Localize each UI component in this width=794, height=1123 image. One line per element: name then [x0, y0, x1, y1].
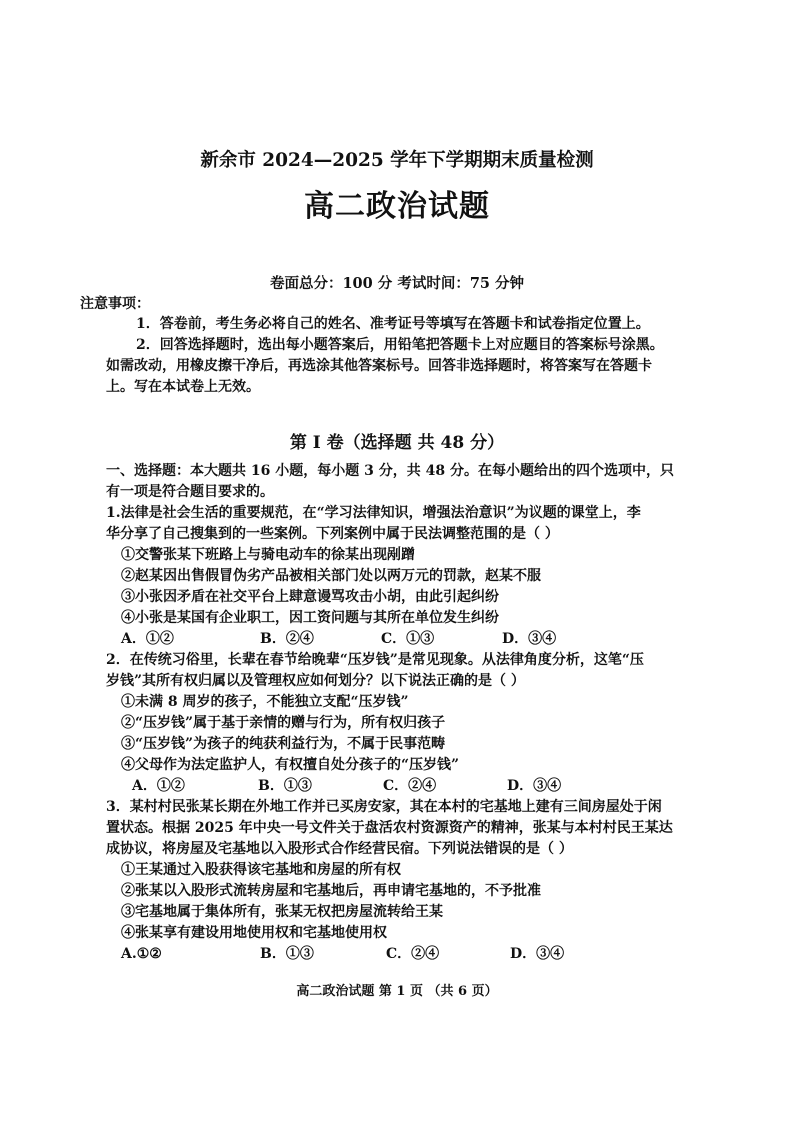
answer-option[interactable]: D．③④	[510, 946, 565, 962]
question-item: ②张某以入股形式流转房屋和宅基地后，再申请宅基地的，不予批准	[121, 883, 541, 899]
question-item: ①王某通过入股获得该宅基地和房屋的所有权	[121, 862, 401, 878]
notice-line: 1．答卷前，考生务必将自己的姓名、准考证号等填写在答题卡和试卷指定位置上。	[136, 316, 650, 332]
question-item: ④父母作为法定监护人，有权擅自处分孩子的“压岁钱”	[121, 757, 460, 773]
answer-option[interactable]: C．②④	[386, 946, 440, 962]
answer-options	[121, 944, 564, 964]
question-item: ②“压岁钱”属于基于亲情的赠与行为，所有权归孩子	[121, 715, 446, 731]
question-stem: 华分享了自己搜集到的一些案例。下列案例中属于民法调整范围的是（ ）	[106, 526, 559, 542]
question-item: ③“压岁钱”为孩子的纯获利益行为，不属于民事范畴	[121, 736, 446, 752]
exam-subtitle: 新余市 2024—2025 学年下学期期末质量检测	[200, 150, 594, 171]
answer-option[interactable]: B．②④	[260, 631, 314, 647]
answer-options	[121, 629, 556, 649]
answer-option[interactable]: A.①②	[121, 946, 162, 962]
notice-line: 2．回答选择题时，选出每小题答案后，用铅笔把答题卡上对应题目的答案标号涂黑。	[136, 337, 664, 353]
section-intro: 有一项是符合题目要求的。	[106, 484, 274, 500]
question-stem: 岁钱”其所有权归属以及管理权应如何划分？以下说法正确的是（ ）	[106, 673, 525, 689]
answer-option[interactable]: C．②④	[383, 778, 437, 794]
question-item: ④张某享有建设用地使用权和宅基地使用权	[121, 925, 387, 941]
answer-option[interactable]: D．③④	[507, 778, 562, 794]
page-footer: 高二政治试题 第 1 页 （共 6 页）	[296, 984, 498, 999]
answer-option[interactable]: C．①③	[381, 631, 435, 647]
notice-heading: 注意事项：	[80, 296, 150, 312]
answer-option[interactable]: A．①②	[121, 631, 174, 647]
section-title: 第 I 卷（选择题 共 48 分）	[289, 433, 505, 453]
question-stem: 3．某村村民张某长期在外地工作并已买房安家，其在本村的宅基地上建有三间房屋处于闲	[106, 799, 662, 815]
notice-line: 上。写在本试卷上无效。	[106, 379, 260, 395]
question-item: ④小张是某国有企业职工，因工资问题与其所在单位发生纠纷	[121, 610, 499, 626]
question-stem: 1.法律是社会生活的重要规范，在“学习法律知识，增强法治意识”为议题的课堂上，李	[106, 505, 641, 521]
answer-option[interactable]: B．①③	[258, 778, 312, 794]
answer-option[interactable]: A．①②	[132, 778, 185, 794]
question-stem: 2．在传统习俗里，长辈在春节给晚辈“压岁钱”是常见现象。从法律角度分析，这笔“压	[106, 652, 644, 668]
question-item: ①未满 8 周岁的孩子，不能独立支配“压岁钱”	[121, 694, 409, 710]
question-item: ③小张因矛盾在社交平台上肆意谩骂攻击小胡，由此引起纠纷	[121, 589, 499, 605]
exam-meta: 卷面总分：100 分 考试时间：75 分钟	[269, 275, 525, 292]
answer-options	[132, 776, 561, 796]
notice-line: 如需改动，用橡皮擦干净后，再选涂其他答案标号。回答非选择题时，将答案写在答题卡	[106, 358, 652, 374]
question-item: ③宅基地属于集体所有，张某无权把房屋流转给王某	[121, 904, 443, 920]
question-item: ②赵某因出售假冒伪劣产品被相关部门处以两万元的罚款，赵某不服	[121, 568, 541, 584]
answer-option[interactable]: B．①③	[260, 946, 314, 962]
exam-title: 高二政治试题	[304, 189, 490, 224]
question-stem: 置状态。根据 2025 年中央一号文件关于盘活农村资源资产的精神，张某与本村村民王某达	[106, 820, 673, 836]
question-stem: 成协议，将房屋及宅基地以入股形式合作经营民宿。下列说法错误的是（ ）	[106, 841, 573, 857]
section-intro: 一、选择题：本大题共 16 小题，每小题 3 分，共 48 分。在每小题给出的四个选项中，只	[106, 463, 674, 479]
answer-option[interactable]: D．③④	[502, 631, 557, 647]
question-item: ①交警张某下班路上与骑电动车的徐某出现剐蹭	[121, 547, 415, 563]
